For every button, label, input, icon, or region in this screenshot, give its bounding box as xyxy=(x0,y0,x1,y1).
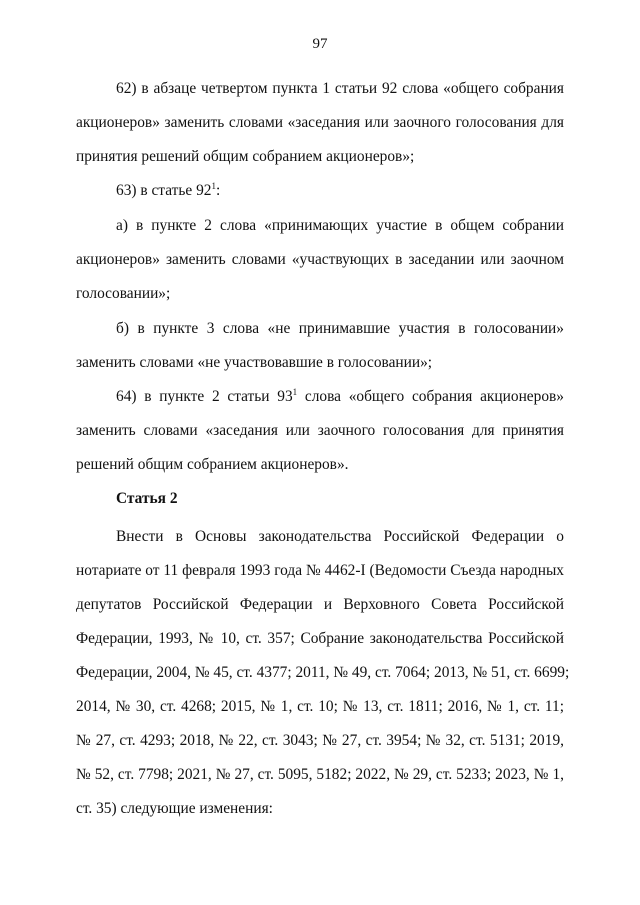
paragraph-line: заменить словами «не участвовавшие в голосовании»; xyxy=(76,354,433,371)
subparagraph-a xyxy=(76,209,564,311)
paragraph-line: принятия решений общим собранием акционеров»; xyxy=(76,148,415,165)
paragraph-text: 63) в статье 92 xyxy=(116,182,212,199)
paragraph-line: ст. 35) следующие изменения: xyxy=(76,800,273,817)
paragraph-line: б) в пункте 3 слова «не принимавшие участия в голосовании» xyxy=(116,320,564,337)
paragraph-line: № 27, ст. 4293; 2018, № 22, ст. 3043; № 27, ст. 3954; № 32, ст. 5131; 2019, xyxy=(76,732,564,749)
paragraph-line xyxy=(76,380,564,414)
paragraph-line: № 52, ст. 7798; 2021, № 27, ст. 5095, 5182; 2022, № 29, ст. 5233; 2023, № 1, xyxy=(76,766,564,783)
paragraph-line: заменить словами «заседания или заочного голосования для принятия xyxy=(76,422,564,439)
paragraph-item-63 xyxy=(76,174,564,208)
paragraph-line: акционеров» заменить словами «заседания или заочного голосования для xyxy=(76,114,564,131)
paragraph-item-62 xyxy=(76,72,564,174)
paragraph-line: акционеров» заменить словами «участвующих в заседании или заочном xyxy=(76,251,564,268)
paragraph-line xyxy=(76,174,564,208)
paragraph-text: : xyxy=(215,182,221,199)
article-heading: Статья 2 xyxy=(116,490,178,507)
superscript: 1 xyxy=(211,180,216,191)
paragraph-line: решений общим собранием акционеров». xyxy=(76,456,349,473)
paragraph-item-64 xyxy=(76,380,564,482)
page-number: 97 xyxy=(312,36,328,52)
subparagraph-b xyxy=(76,312,564,380)
paragraph-line: а) в пункте 2 слова «принимающих участие в общем собрании xyxy=(116,217,564,234)
paragraph-text: 64) в пункте 2 статьи 93 xyxy=(116,388,293,405)
superscript: 1 xyxy=(292,386,298,397)
paragraph-line: Внести в Основы законодательства Российской Федерации о xyxy=(116,528,564,545)
paragraph-line: депутатов Российской Федерации и Верховного Совета Российской xyxy=(76,596,564,613)
paragraph-line: 2014, № 30, ст. 4268; 2015, № 1, ст. 10; № 13, ст. 1811; 2016, № 1, ст. 11; xyxy=(76,698,564,715)
paragraph-line: Федерации, 2004, № 45, ст. 4377; 2011, № 49, ст. 7064; 2013, № 51, ст. 6699; xyxy=(76,664,570,681)
paragraph-line: 62) в абзаце четвертом пункта 1 статьи 92 слова «общего собрания xyxy=(116,80,564,97)
article-paragraph xyxy=(76,520,570,826)
paragraph-text: слова «общего собрания акционеров» xyxy=(297,388,564,405)
paragraph-line: нотариате от 11 февраля 1993 года № 4462-I (Ведомости Съезда народных xyxy=(76,562,564,579)
paragraph-line: Федерации, 1993, № 10, ст. 357; Собрание законодательства Российской xyxy=(76,630,564,647)
paragraph-line: голосовании»; xyxy=(76,285,171,302)
